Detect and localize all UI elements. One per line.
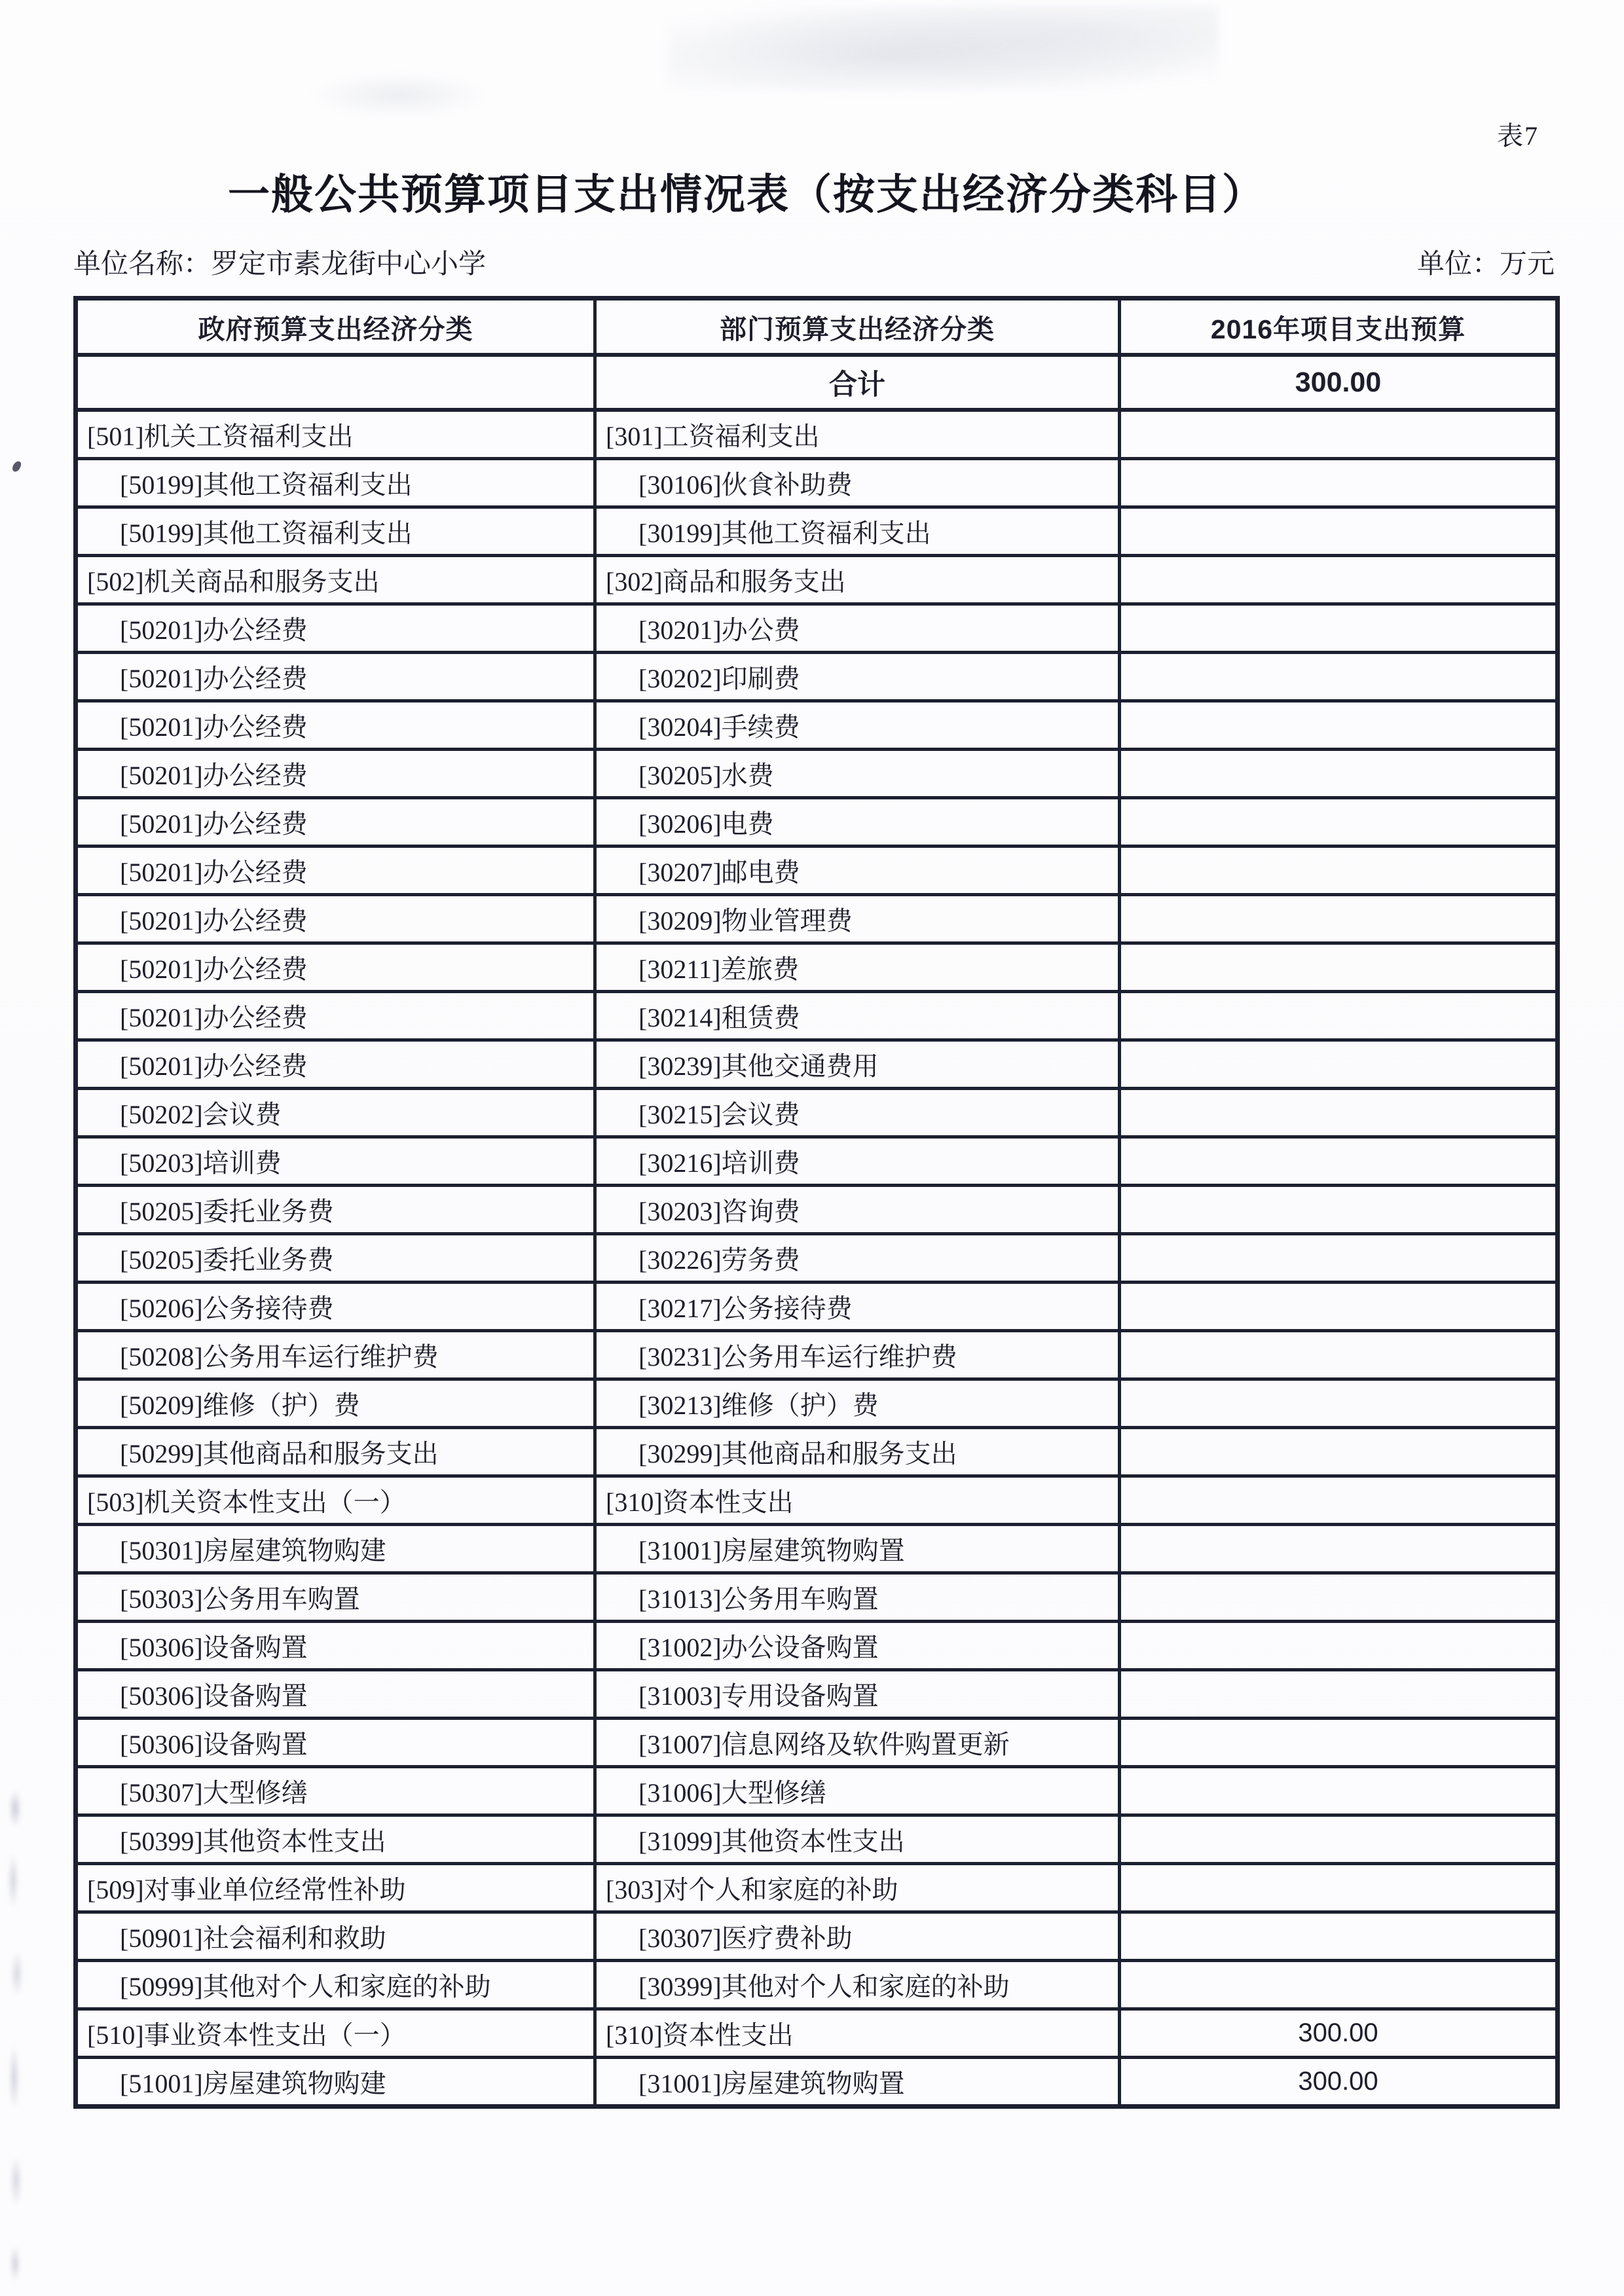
dept-classification-cell: [30206]电费: [595, 798, 1120, 847]
table-row: [76, 1186, 1558, 1234]
header-dept-classification: 部门预算支出经济分类: [595, 299, 1120, 355]
budget-value-cell: [1120, 1573, 1558, 1622]
dept-classification-cell: [30201]办公费: [595, 604, 1120, 653]
dept-classification-cell: [30299]其他商品和服务支出: [595, 1428, 1120, 1476]
gov-classification-cell: [50201]办公经费: [76, 992, 595, 1040]
dept-classification-cell: [310]资本性支出: [595, 2009, 1120, 2058]
table-row: [76, 701, 1558, 750]
dept-classification-cell: [30202]印刷费: [595, 653, 1120, 701]
budget-value-cell: [1120, 1525, 1558, 1573]
dept-classification-cell: [30215]会议费: [595, 1089, 1120, 1137]
budget-value-cell: [1120, 1186, 1558, 1234]
table-row: [76, 750, 1558, 798]
table-row: [76, 2009, 1558, 2058]
budget-value-cell: [1120, 943, 1558, 992]
budget-table: [73, 296, 1560, 2109]
budget-value-cell: [1120, 459, 1558, 507]
budget-value-cell: [1120, 1379, 1558, 1428]
gov-classification-cell: [50201]办公经费: [76, 943, 595, 992]
gov-classification-cell: [50208]公务用车运行维护费: [76, 1331, 595, 1379]
total-label-cell: 合计: [595, 355, 1120, 410]
budget-value-cell: [1120, 1137, 1558, 1186]
gov-classification-cell: [50306]设备购置: [76, 1719, 595, 1767]
budget-value-cell: [1120, 1719, 1558, 1767]
dept-classification-cell: [31006]大型修缮: [595, 1767, 1120, 1815]
table-row: [76, 1961, 1558, 2009]
unit-line: [73, 242, 1555, 282]
dept-classification-cell: [30217]公务接待费: [595, 1283, 1120, 1331]
table-row: [76, 1815, 1558, 1864]
gov-classification-cell: [50306]设备购置: [76, 1622, 595, 1670]
table-row: [76, 653, 1558, 701]
dept-classification-cell: [302]商品和服务支出: [595, 556, 1120, 604]
dept-classification-cell: [31013]公务用车购置: [595, 1573, 1120, 1622]
budget-value-cell: [1120, 895, 1558, 943]
table-row: [76, 410, 1558, 459]
budget-value-cell: 300.00: [1120, 2058, 1558, 2107]
budget-value-cell: [1120, 1234, 1558, 1283]
dept-classification-cell: [31001]房屋建筑物购置: [595, 1525, 1120, 1573]
dept-classification-cell: [31007]信息网络及软件购置更新: [595, 1719, 1120, 1767]
dept-classification-cell: [30203]咨询费: [595, 1186, 1120, 1234]
dept-classification-cell: [30209]物业管理费: [595, 895, 1120, 943]
table-row: [76, 2058, 1558, 2107]
gov-classification-cell: [50201]办公经费: [76, 847, 595, 895]
table-row: [76, 1137, 1558, 1186]
budget-value-cell: [1120, 556, 1558, 604]
gov-classification-cell: [50201]办公经费: [76, 750, 595, 798]
gov-classification-cell: [501]机关工资福利支出: [76, 410, 595, 459]
table-header-row: [76, 299, 1558, 355]
page-title: 一般公共预算项目支出情况表（按支出经济分类科目）: [228, 172, 1265, 218]
dept-classification-cell: [30207]邮电费: [595, 847, 1120, 895]
gov-classification-cell: [50203]培训费: [76, 1137, 595, 1186]
gov-classification-cell: [50901]社会福利和救助: [76, 1912, 595, 1961]
gov-classification-cell: [509]对事业单位经常性补助: [76, 1864, 595, 1912]
unit-label: 单位：: [1416, 249, 1500, 280]
budget-value-cell: [1120, 1815, 1558, 1864]
gov-classification-cell: [50307]大型修缮: [76, 1767, 595, 1815]
dept-classification-cell: [303]对个人和家庭的补助: [595, 1864, 1120, 1912]
gov-classification-cell: [50205]委托业务费: [76, 1186, 595, 1234]
gov-classification-cell: [50399]其他资本性支出: [76, 1815, 595, 1864]
budget-value-cell: [1120, 653, 1558, 701]
scan-artifact-top-smudge: [668, 5, 1218, 90]
budget-value-cell: [1120, 1331, 1558, 1379]
table-row: [76, 1670, 1558, 1719]
budget-value-cell: 300.00: [1120, 2009, 1558, 2058]
table-row: [76, 507, 1558, 556]
budget-value-cell: [1120, 1912, 1558, 1961]
budget-value-cell: [1120, 701, 1558, 750]
scan-artifact-top-smudge-small: [308, 72, 491, 118]
table-row: [76, 895, 1558, 943]
budget-value-cell: [1120, 1622, 1558, 1670]
gov-classification-cell: [50201]办公经费: [76, 701, 595, 750]
table-row: [76, 1040, 1558, 1089]
unit-value: 万元: [1499, 249, 1555, 280]
gov-classification-cell: [50201]办公经费: [76, 653, 595, 701]
scan-artifact-left-streak: [5, 1777, 25, 2295]
gov-classification-cell: [502]机关商品和服务支出: [76, 556, 595, 604]
budget-value-cell: [1120, 1089, 1558, 1137]
table-row: [76, 1476, 1558, 1525]
table-row: [76, 604, 1558, 653]
table-row: [76, 1089, 1558, 1137]
unit-name-label: 单位名称：: [73, 249, 212, 280]
budget-value-cell: [1120, 1864, 1558, 1912]
dept-classification-cell: [30399]其他对个人和家庭的补助: [595, 1961, 1120, 2009]
dept-classification-cell: [30204]手续费: [595, 701, 1120, 750]
gov-classification-cell: [50209]维修（护）费: [76, 1379, 595, 1428]
table-number: 表7: [1497, 121, 1539, 151]
gov-classification-cell: [50301]房屋建筑物购建: [76, 1525, 595, 1573]
budget-value-cell: [1120, 410, 1558, 459]
dept-classification-cell: [30199]其他工资福利支出: [595, 507, 1120, 556]
dept-classification-cell: [31002]办公设备购置: [595, 1622, 1120, 1670]
dept-classification-cell: [30205]水费: [595, 750, 1120, 798]
table-row: [76, 1331, 1558, 1379]
gov-classification-cell: [503]机关资本性支出（一）: [76, 1476, 595, 1525]
budget-value-cell: [1120, 604, 1558, 653]
gov-classification-cell: [50999]其他对个人和家庭的补助: [76, 1961, 595, 2009]
table-row: [76, 847, 1558, 895]
table-row: [76, 1912, 1558, 1961]
gov-classification-cell: [50201]办公经费: [76, 1040, 595, 1089]
budget-value-cell: [1120, 1767, 1558, 1815]
table-row: [76, 1622, 1558, 1670]
dept-classification-cell: [30214]租赁费: [595, 992, 1120, 1040]
unit-of-measure-line: [1417, 242, 1555, 282]
table-row: [76, 1525, 1558, 1573]
unit-name-value: 罗定市素龙街中心小学: [211, 249, 487, 280]
header-2016-project-budget: 2016年项目支出预算: [1120, 299, 1558, 355]
dept-classification-cell: [30307]医疗费补助: [595, 1912, 1120, 1961]
budget-value-cell: [1120, 507, 1558, 556]
gov-classification-cell: [50202]会议费: [76, 1089, 595, 1137]
dept-classification-cell: [30106]伙食补助费: [595, 459, 1120, 507]
dept-classification-cell: [30231]公务用车运行维护费: [595, 1331, 1120, 1379]
table-row: [76, 943, 1558, 992]
scan-artifact-ink-dot: [11, 460, 22, 473]
dept-classification-cell: [30239]其他交通费用: [595, 1040, 1120, 1089]
budget-value-cell: [1120, 798, 1558, 847]
total-row: [76, 355, 1558, 410]
total-gov-cell: [76, 355, 595, 410]
dept-classification-cell: [30226]劳务费: [595, 1234, 1120, 1283]
gov-classification-cell: [50206]公务接待费: [76, 1283, 595, 1331]
budget-value-cell: [1120, 1670, 1558, 1719]
table-row: [76, 556, 1558, 604]
gov-classification-cell: [50201]办公经费: [76, 798, 595, 847]
gov-classification-cell: [510]事业资本性支出（一）: [76, 2009, 595, 2058]
gov-classification-cell: [50299]其他商品和服务支出: [76, 1428, 595, 1476]
gov-classification-cell: [50201]办公经费: [76, 604, 595, 653]
budget-value-cell: [1120, 1476, 1558, 1525]
table-body: [76, 355, 1558, 2107]
dept-classification-cell: [31099]其他资本性支出: [595, 1815, 1120, 1864]
dept-classification-cell: [310]资本性支出: [595, 1476, 1120, 1525]
gov-classification-cell: [50303]公务用车购置: [76, 1573, 595, 1622]
gov-classification-cell: [50199]其他工资福利支出: [76, 459, 595, 507]
dept-classification-cell: [30216]培训费: [595, 1137, 1120, 1186]
total-value-cell: 300.00: [1120, 355, 1558, 410]
dept-classification-cell: [31001]房屋建筑物购置: [595, 2058, 1120, 2107]
gov-classification-cell: [50199]其他工资福利支出: [76, 507, 595, 556]
table-row: [76, 798, 1558, 847]
table-row: [76, 1428, 1558, 1476]
table-row: [76, 459, 1558, 507]
unit-name-line: [73, 242, 486, 282]
title-wrap: [0, 161, 1624, 221]
dept-classification-cell: [30211]差旅费: [595, 943, 1120, 992]
table-row: [76, 992, 1558, 1040]
table-row: [76, 1379, 1558, 1428]
budget-value-cell: [1120, 1428, 1558, 1476]
table-row: [76, 1864, 1558, 1912]
gov-classification-cell: [51001]房屋建筑物购建: [76, 2058, 595, 2107]
table-header: [76, 299, 1558, 355]
table-row: [76, 1719, 1558, 1767]
dept-classification-cell: [31003]专用设备购置: [595, 1670, 1120, 1719]
budget-value-cell: [1120, 1283, 1558, 1331]
table-row: [76, 1767, 1558, 1815]
header-gov-classification: 政府预算支出经济分类: [76, 299, 595, 355]
gov-classification-cell: [50205]委托业务费: [76, 1234, 595, 1283]
gov-classification-cell: [50306]设备购置: [76, 1670, 595, 1719]
budget-value-cell: [1120, 1961, 1558, 2009]
table-row: [76, 1283, 1558, 1331]
dept-classification-cell: [30213]维修（护）费: [595, 1379, 1120, 1428]
budget-value-cell: [1120, 992, 1558, 1040]
budget-value-cell: [1120, 750, 1558, 798]
budget-value-cell: [1120, 847, 1558, 895]
budget-value-cell: [1120, 1040, 1558, 1089]
gov-classification-cell: [50201]办公经费: [76, 895, 595, 943]
table-row: [76, 1573, 1558, 1622]
table-row: [76, 1234, 1558, 1283]
dept-classification-cell: [301]工资福利支出: [595, 410, 1120, 459]
